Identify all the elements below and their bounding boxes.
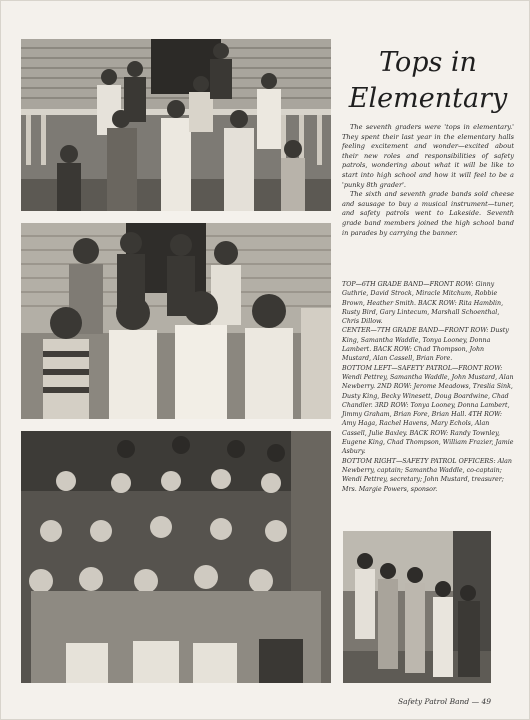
page-footer: Safety Patrol Band — 49 <box>398 697 491 706</box>
caption-center: CENTER—7TH GRADE BAND—FRONT ROW: Dusty King, Samantha Waddle, Tonya Looney, Donna Lambert. BACK ROW: Chad Thompson, John Mustard, Alan Cassell, Brian Fore. <box>342 327 509 363</box>
photo-6th-grade-band <box>21 39 331 211</box>
photo-7th-grade-band <box>21 223 331 419</box>
photo-safety-patrol <box>21 431 331 683</box>
article-paragraph: The sixth and seventh grade bands sold cheese and sausage to buy a musical instrument—tuner, and safety patrols went to Lakeside. Seventh grade band members joined the high school band in parades by carrying the banner. <box>342 190 514 237</box>
page-title <box>345 45 511 117</box>
caption-top: TOP—6TH GRADE BAND—FRONT ROW: Ginny Guthrie, David Strock, Miracle Mitchum, Robbie Brown, Heather Smith. BACK ROW: Rita Hamblin, Rusty Bird, Gary Lintecum, Marshall Schoenthal, Chris Dillow. <box>342 281 504 326</box>
title-line-1: Tops in <box>379 47 477 78</box>
photo-safety-patrol-officers <box>343 531 491 683</box>
article-body <box>342 123 514 238</box>
caption-bottom-left: BOTTOM LEFT—SAFETY PATROL—FRONT ROW: Wendi Pettrey, Samantha Waddle, John Mustard, Alan Newberry. 2ND ROW: Jerome Meadows, Treslia Sink, Dusty King, Becky Winesett, Doug Boardwine, Chad Chandler. 3RD ROW: Tonya Looney, Donna Lambert, Jimmy Graham, Brian Fore, Brian Hall. 4TH ROW: Amy Haga, Rachel Havens, Mary Echols, Alan Cassell, Julie Baxley. BACK ROW: Randy Townley, Eugene King, Chad Thompson, William Frazier, Jamie Asbury. <box>342 364 514 456</box>
article-paragraph: The seventh graders were 'tops in elementary.' They spent their last year in the elementary halls feeling excitement and wonder—excited about their new roles and responsibilities of safety patrols, wondering about what it will be like to start into high school and how it will feel to be a 'punky 8th grader'. <box>342 123 514 189</box>
photo-captions <box>342 280 514 494</box>
caption-bottom-right: BOTTOM RIGHT—SAFETY PATROL OFFICERS: Alan Newberry, captain; Samantha Waddle, co-captain; Wendi Pettrey, secretary; John Mustard, treasurer; Mrs. Margie Powers, sponsor. <box>342 457 512 493</box>
title-line-2: Elementary <box>348 83 508 114</box>
